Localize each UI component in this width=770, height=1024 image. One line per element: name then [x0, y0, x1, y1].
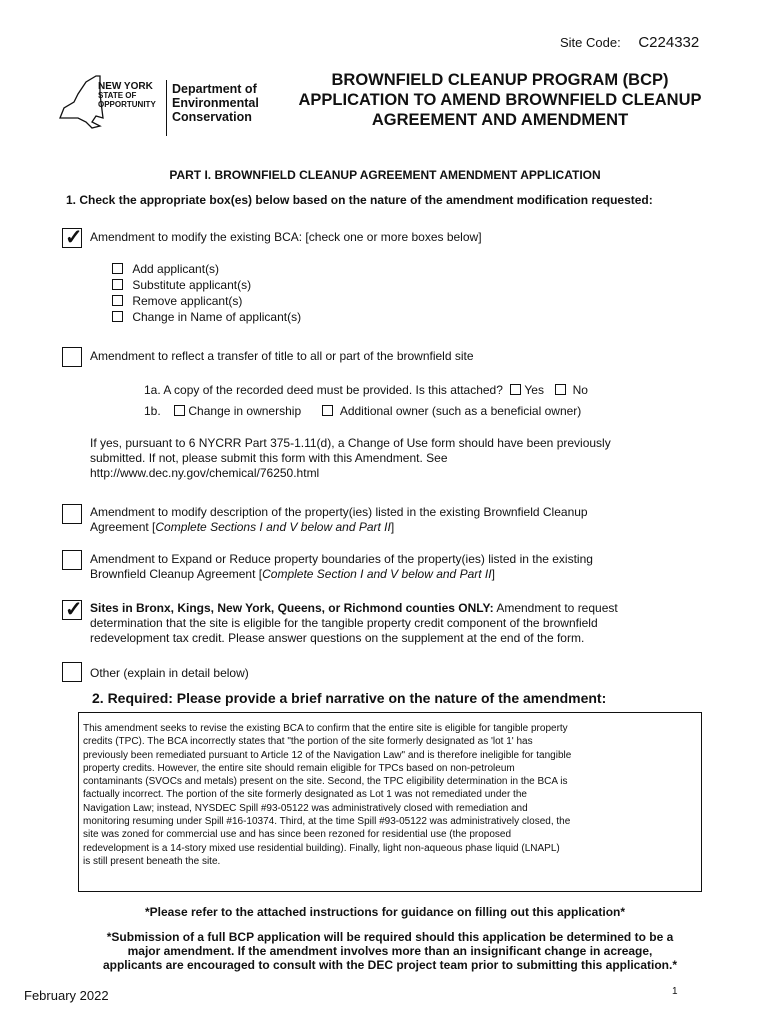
- modify-bca-label: Amendment to modify the existing BCA: [check one or more boxes below]: [90, 230, 482, 244]
- other-checkbox[interactable]: [62, 662, 82, 682]
- logo-opportunity: OPPORTUNITY: [98, 100, 156, 109]
- part1-title: PART I. BROWNFIELD CLEANUP AGREEMENT AMENDMENT APPLICATION: [169, 168, 601, 182]
- change-of-use-line1: If yes, pursuant to 6 NYCRR Part 375-1.11(d), a Change of Use form should have been previously: [90, 436, 611, 450]
- logo-dept-line3: Conservation: [172, 110, 252, 124]
- sub-option-add-applicant: [112, 262, 219, 277]
- change-of-use-line2: submitted. If not, please submit this form with this Amendment. See: [90, 451, 448, 465]
- narrative-line: redevelopment is a 14-story mixed use residential building). Finally, light non-aqueous phase liquid (LNAPL): [83, 842, 560, 854]
- change-ownership-label: Change in ownership: [188, 404, 302, 418]
- instructions-note: *Please refer to the attached instructions for guidance on filling out this application*: [144, 905, 626, 919]
- narrative-line: Navigation Law; instead, NYSDEC Spill #93-05122 was administratively closed with remediation and: [83, 802, 528, 814]
- change-name-checkbox[interactable]: [112, 311, 123, 322]
- tpc-line1-rest: Amendment to request: [493, 601, 618, 615]
- narrative-line: This amendment seeks to revise the existing BCA to confirm that the entire site is eligible for tangible property: [83, 723, 568, 734]
- tpc-line1: [90, 601, 730, 616]
- sub-option-change-name: [112, 310, 301, 325]
- tpc-eligibility-checkbox[interactable]: [62, 600, 82, 620]
- nysdec-logo: [56, 72, 276, 132]
- deed-no-checkbox[interactable]: [555, 384, 566, 395]
- title-line1: BROWNFIELD CLEANUP PROGRAM (BCP): [331, 71, 669, 89]
- yes-label: Yes: [524, 383, 544, 397]
- title-line3: AGREEMENT AND AMENDMENT: [371, 111, 629, 129]
- question1: 1. Check the appropriate box(es) below based on the nature of the amendment modification requested:: [66, 193, 653, 207]
- change-of-use-note: [90, 436, 611, 481]
- q1a-text: 1a. A copy of the recorded deed must be provided. Is this attached?: [144, 383, 503, 397]
- tpc-line3: redevelopment tax credit. Please answer questions on the supplement at the end of the form.: [90, 631, 585, 645]
- notice-line3: applicants are encouraged to consult with the DEC project team prior to submitting this application.*: [102, 958, 678, 972]
- q1a-row: [144, 383, 588, 398]
- expand-reduce-checkbox[interactable]: [62, 550, 82, 570]
- expand-reduce-line2: [90, 567, 593, 582]
- narrative-line: is still present beneath the site.: [83, 855, 221, 867]
- logo-state-of: STATE OF: [98, 91, 137, 100]
- tpc-counties-text: Sites in Bronx, Kings, New York, Queens, or Richmond counties ONLY:: [90, 601, 494, 615]
- additional-owner-label: Additional owner (such as a beneficial owner): [339, 404, 582, 418]
- change-ownership-checkbox[interactable]: [174, 405, 185, 416]
- logo-dept-line2: Environmental: [172, 96, 259, 110]
- deed-yes-checkbox[interactable]: [510, 384, 521, 395]
- narrative-textarea[interactable]: [78, 712, 702, 892]
- narrative-line: monitoring resuming under Spill #16-10374. Third, at the time Spill #93-05122 was administratively closed, the: [83, 816, 571, 828]
- narrative-line: site was zoned for commercial use and has since been rezoned for residential use (the proposed: [83, 829, 512, 841]
- q1b-prefix: 1b.: [144, 404, 161, 418]
- expand-reduce-line2-text: Brownfield Cleanup Agreement [: [90, 567, 263, 581]
- no-label: No: [572, 383, 588, 397]
- page-number: 1: [672, 986, 678, 997]
- expand-reduce-line1: Amendment to Expand or Reduce property boundaries of the property(ies) listed in the existing: [90, 552, 593, 566]
- substitute-applicant-label: Substitute applicant(s): [132, 278, 252, 292]
- substitute-applicant-checkbox[interactable]: [112, 279, 123, 290]
- tpc-eligibility-label: [90, 601, 730, 646]
- sub-option-remove-applicant: [112, 294, 242, 309]
- modify-description-instruction: Complete Sections I and V below and Part II: [155, 520, 391, 534]
- site-code-label: Site Code:: [560, 35, 621, 50]
- modify-description-line2: [90, 520, 588, 535]
- q1b-row: [144, 404, 581, 419]
- remove-applicant-label: Remove applicant(s): [132, 294, 243, 308]
- modify-description-line1: Amendment to modify description of the property(ies) listed in the existing Brownfield Cleanup: [90, 505, 588, 519]
- modify-description-bracket: ]: [390, 520, 395, 534]
- modify-bca-checkbox[interactable]: [62, 228, 82, 248]
- add-applicant-label: Add applicant(s): [132, 262, 220, 276]
- modify-description-line2-text: Agreement [: [90, 520, 156, 534]
- site-code-value: C224332: [638, 34, 700, 51]
- change-of-use-link[interactable]: http://www.dec.ny.gov/chemical/76250.html: [90, 466, 320, 480]
- site-code: [560, 34, 699, 51]
- expand-reduce-label: [90, 552, 593, 582]
- modify-description-label: [90, 505, 588, 535]
- logo-dept-line1: Department of: [172, 82, 257, 96]
- footer-date: February 2022: [24, 988, 109, 1003]
- sub-option-substitute-applicant: [112, 278, 251, 293]
- change-name-label: Change in Name of applicant(s): [132, 310, 302, 324]
- other-label: Other (explain in detail below): [90, 666, 249, 680]
- checkmark-icon: ✓: [65, 226, 83, 249]
- narrative-line: property credits. However, the entire site should remain eligible for TPCs based on non-petroleum: [83, 762, 515, 774]
- tpc-line2: determination that the site is eligible for the tangible property credit component of the brownfield: [90, 616, 598, 630]
- narrative-line: credits (TPC). The BCA incorrectly states that "the portion of the site formerly designated as 'lot 1' has: [83, 736, 533, 748]
- logo-divider: [166, 80, 167, 136]
- notice-line2: major amendment. If the amendment involves more than an insignificant change in acreage,: [127, 944, 653, 958]
- submission-notice: [40, 930, 740, 972]
- expand-reduce-instruction: Complete Section I and V below and Part II: [262, 567, 492, 581]
- expand-reduce-bracket: ]: [491, 567, 495, 581]
- narrative-line: previously been remediated pursuant to Article 12 of the Navigation Law" and is therefore ineligible for tangible: [83, 749, 572, 761]
- transfer-title-label: Amendment to reflect a transfer of title to all or part of the brownfield site: [90, 349, 474, 363]
- logo-state-text: [98, 82, 156, 109]
- logo-department-text: [172, 82, 259, 124]
- checkmark-icon: ✓: [65, 598, 83, 621]
- transfer-title-checkbox[interactable]: [62, 347, 82, 367]
- question2: 2. Required: Please provide a brief narrative on the nature of the amendment:: [92, 690, 607, 706]
- notice-line1: *Submission of a full BCP application will be required should this application be determined to be a: [106, 930, 674, 944]
- add-applicant-checkbox[interactable]: [112, 263, 123, 274]
- logo-new-york: NEW YORK: [98, 81, 153, 92]
- remove-applicant-checkbox[interactable]: [112, 295, 123, 306]
- modify-description-checkbox[interactable]: [62, 504, 82, 524]
- narrative-line: factually incorrect. The portion of the site formerly designated as Lot 1 was not remediated under the: [83, 789, 527, 801]
- document-title: [270, 70, 730, 130]
- title-line2: APPLICATION TO AMEND BROWNFIELD CLEANUP: [298, 91, 702, 109]
- additional-owner-checkbox[interactable]: [322, 405, 333, 416]
- narrative-line: contaminants (SVOCs and metals) present on the site. Second, the TPC eligibility determination in the BCA is: [83, 776, 568, 788]
